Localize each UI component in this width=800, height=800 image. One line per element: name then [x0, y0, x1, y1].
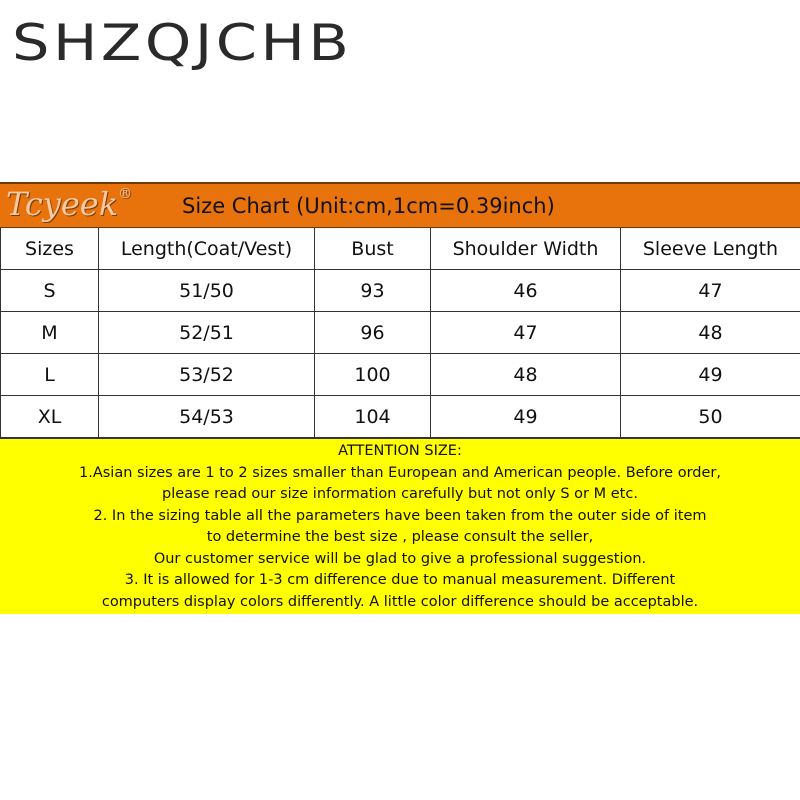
column-header-sizes: Sizes	[1, 228, 99, 270]
notice-line: please read our size information carefully but not only S or M etc.	[162, 486, 638, 502]
cell-size: S	[1, 270, 99, 312]
table-header-row	[1, 228, 800, 270]
attention-notice	[0, 438, 800, 614]
registered-mark: ®	[118, 186, 133, 202]
notice-heading: ATTENTION SIZE:	[338, 443, 462, 459]
column-header-sleeve-length: Sleeve Length	[621, 228, 800, 270]
size-chart-header	[0, 182, 800, 228]
table-row	[1, 396, 800, 438]
table-row	[1, 312, 800, 354]
table-row	[1, 354, 800, 396]
cell-length: 53/52	[99, 354, 315, 396]
notice-line: Our customer service will be glad to give a professional suggestion.	[153, 550, 647, 567]
cell-bust: 100	[315, 354, 431, 396]
cell-length: 51/50	[99, 270, 315, 312]
notice-line: computers display colors differently. A little color difference should be acceptable.	[101, 593, 699, 610]
notice-line: 3. It is allowed for 1-3 cm difference due to manual measurement. Different	[124, 572, 676, 588]
cell-sleeve-length: 48	[621, 312, 800, 354]
size-chart-title: Size Chart (Unit:cm,1cm=0.39inch)	[182, 194, 555, 218]
cell-bust: 104	[315, 396, 431, 438]
notice-line: to determine the best size , please consult the seller,	[206, 529, 594, 545]
cell-size: XL	[1, 396, 99, 438]
notice-line: 2. In the sizing table all the parameters have been taken from the outer side of item	[93, 507, 707, 524]
column-header-length: Length(Coat/Vest)	[99, 228, 315, 270]
logo-text: Tcyeek	[6, 185, 119, 223]
cell-shoulder-width: 46	[431, 270, 621, 312]
cell-length: 52/51	[99, 312, 315, 354]
brand-title: SHZQJCHB	[12, 14, 353, 72]
column-header-shoulder-width: Shoulder Width	[431, 228, 621, 270]
cell-bust: 96	[315, 312, 431, 354]
cell-shoulder-width: 49	[431, 396, 621, 438]
cell-sleeve-length: 49	[621, 354, 800, 396]
cell-shoulder-width: 48	[431, 354, 621, 396]
tcyeek-logo	[6, 184, 132, 224]
cell-length: 54/53	[99, 396, 315, 438]
cell-size: M	[1, 312, 99, 354]
size-table	[0, 228, 800, 438]
column-header-bust: Bust	[315, 228, 431, 270]
cell-size: L	[1, 354, 99, 396]
cell-sleeve-length: 47	[621, 270, 800, 312]
table-row	[1, 270, 800, 312]
notice-line: 1.Asian sizes are 1 to 2 sizes smaller than European and American people. Before order,	[79, 464, 721, 481]
cell-sleeve-length: 50	[621, 396, 800, 438]
size-chart	[0, 182, 800, 614]
cell-bust: 93	[315, 270, 431, 312]
cell-shoulder-width: 47	[431, 312, 621, 354]
